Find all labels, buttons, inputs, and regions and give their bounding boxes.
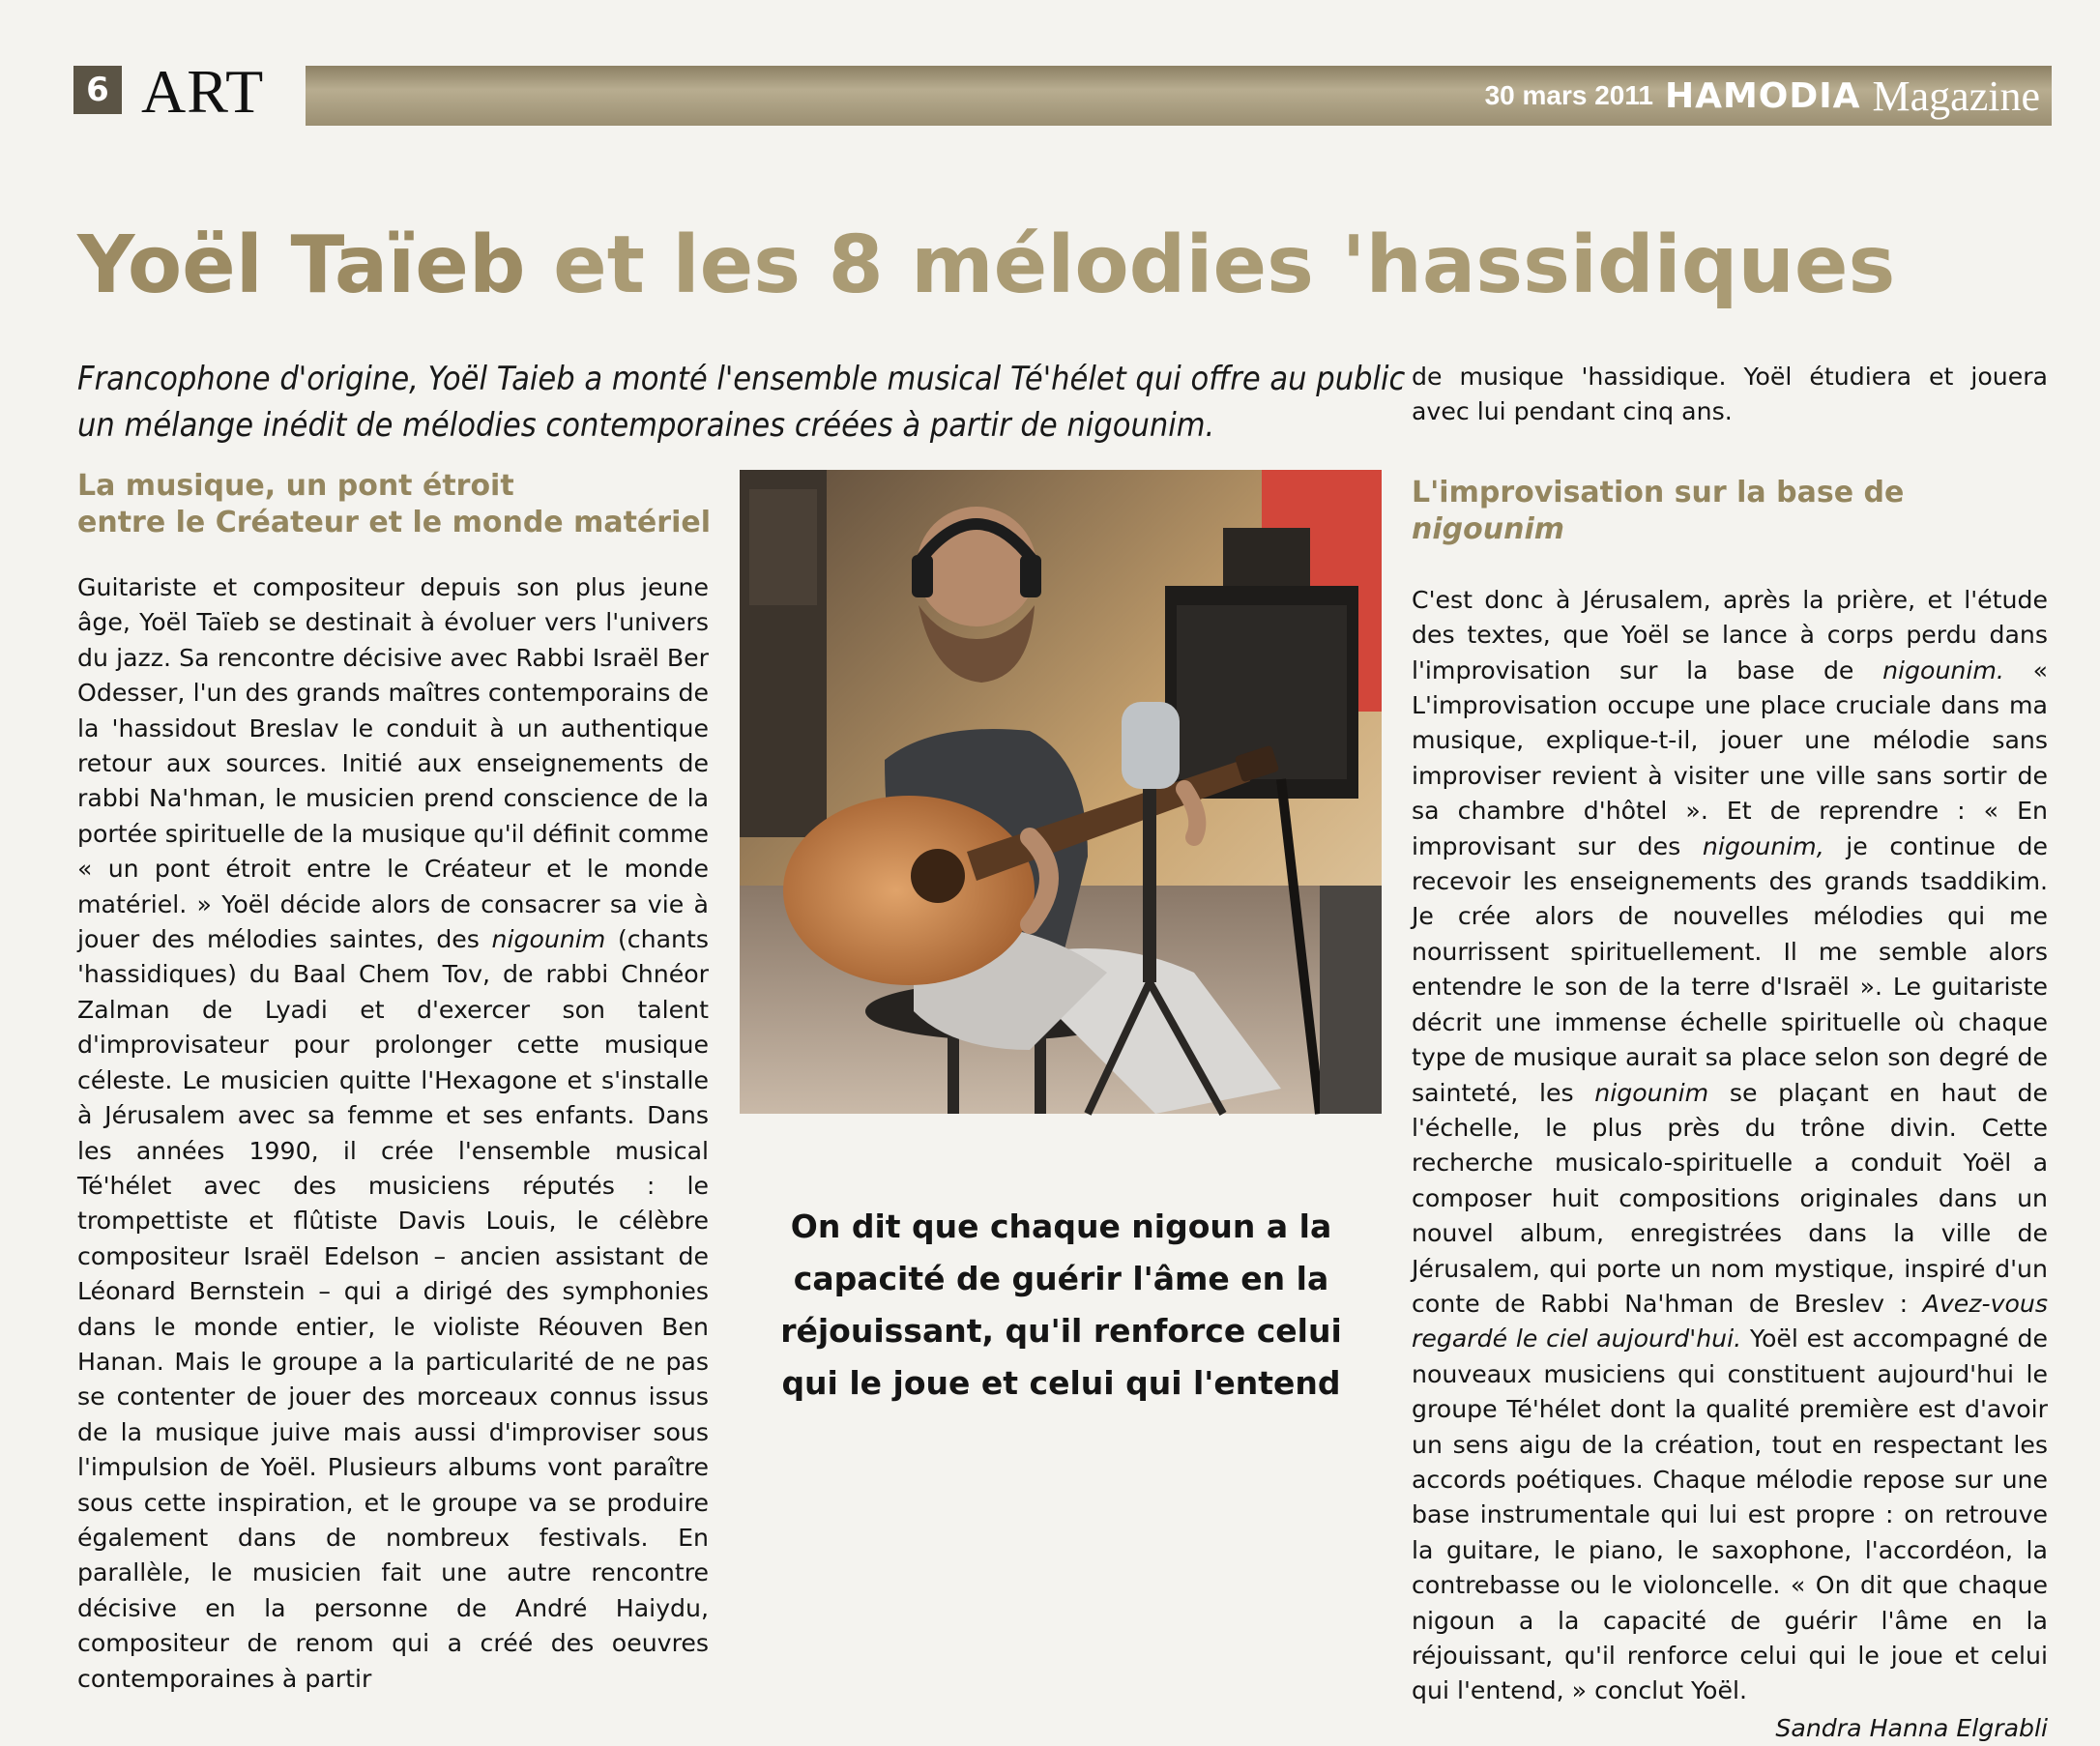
pull-quote-line-3: réjouissant, qu'il renforce celui bbox=[780, 1312, 1342, 1350]
pull-quote-line-4: qui le joue et celui qui l'entend bbox=[781, 1364, 1341, 1402]
pull-quote-line-2: capacité de guérir l'âme en la bbox=[793, 1260, 1329, 1297]
pull-quote-line-1: On dit que chaque nigoun a la bbox=[790, 1208, 1332, 1245]
lede-line-2: un mélange inédit de mélodies contemporaines créées à partir de nigounim. bbox=[77, 406, 1215, 445]
page-header bbox=[73, 57, 2052, 128]
header-masthead bbox=[1485, 66, 2040, 126]
right-body-paragraph bbox=[1412, 583, 2048, 1709]
page-number: 6 bbox=[73, 66, 122, 114]
left-body-paragraph bbox=[77, 570, 709, 1697]
right-column bbox=[1412, 360, 2048, 1746]
section-label: ART bbox=[141, 57, 265, 126]
headline-name: Yoël Taïeb bbox=[77, 219, 526, 311]
left-subhead-line-2: entre le Créateur et le monde matériel bbox=[77, 506, 711, 539]
header-bar bbox=[306, 66, 2052, 126]
left-column bbox=[77, 468, 709, 1697]
right-subhead-main: L'improvisation sur la base de bbox=[1412, 475, 1905, 509]
left-subhead bbox=[77, 468, 715, 541]
left-subhead-line-1: La musique, un pont étroit bbox=[77, 469, 514, 503]
right-subhead-emphasis: nigounim bbox=[1412, 511, 1564, 546]
headline-rest: et les 8 mélodies 'hassidiques bbox=[525, 219, 1896, 311]
right-body-part-2: « L'improvisation occupe une place cruciale dans ma musique, explique-t-il, jouer une mélodie sans improviser revient à visiter une ville sans sortir de sa chambre d'hôtel ». Et de reprendre : « En improvisant sur des bbox=[1412, 655, 2048, 860]
article-lede bbox=[77, 356, 1406, 449]
brand-subtitle: Magazine bbox=[1872, 72, 2040, 120]
left-body-emphasis: nigounim bbox=[491, 925, 606, 954]
brand-logo: HAMODIA bbox=[1664, 75, 1861, 116]
author-signature: Sandra Hanna Elgrabli bbox=[1775, 1713, 2048, 1742]
left-body-part-1: Guitariste et compositeur depuis son plus jeune âge, Yoël Taïeb se destinait à évoluer vers l'univers du jazz. Sa rencontre décisive avec Rabbi Israël Ber Odesser, l'un des grands maîtres contemporains de la 'hassidout Breslav le conduit à un authentique retour aux sources. Initié aux enseignements de rabbi Na'hman, le musicien prend conscience de la portée spirituelle de la musique qu'il définit comme « un pont étroit entre le Créateur et le monde matériel. » Yoël décide alors de consacrer sa vie à jouer des mélodies saintes, des bbox=[77, 573, 709, 954]
right-body-part-5: Yoël est accompagné de nouveaux musiciens qui constituent aujourd'hui le groupe Té'hélet dont la qualité première est d'avoir un sens aigu de la création, tout en respectant les accords poétiques. Chaque mélodie repose sur une base instrumentale qui lui est propre : on retrouve la guitare, le piano, le saxophone, l'accordéon, la contrebasse ou le violoncelle. « On dit que chaque nigoun a la capacité de guérir l'âme en la réjouissant, qu'il renforce celui qui le joue et celui qui l'entend, » conclut Yoël. bbox=[1412, 1324, 2048, 1705]
right-body-part-4: se plaçant en haut de l'échelle, le plus près du trône divin. Cette recherche musicalo-spirituelle a conduit Yoël a composer huit compositions originales dans un nouvel album, enregistrées dans la ville de Jérusalem, qui porte un nom mystique, inspiré d'un conte de Rabbi Na'hman de Breslev : bbox=[1412, 1078, 2048, 1318]
issue-date: 30 mars 2011 bbox=[1484, 80, 1653, 110]
right-body-emphasis-1: nigounim. bbox=[1882, 655, 2004, 684]
pull-quote bbox=[754, 1201, 1368, 1410]
guitarist-recording-photo bbox=[740, 470, 1382, 1114]
left-body-part-2: (chants 'hassidiques) du Baal Chem Tov, de rabbi Chnéor Zalman de Lyadi et d'exercer son talent d'improvisateur pour prolonger cette musique céleste. Le musicien quitte l'Hexagone et s'installe à Jérusalem avec sa femme et ses enfants. Dans les années 1990, il crée l'ensemble musical Té'hélet avec des musiciens réputés : le trompettiste et flûtiste Davis Louis, le célèbre compositeur Israël Edelson – ancien assistant de Léonard Bernstein – qui a dirigé des symphonies dans le monde entier, le violiste Réouven Ben Hanan. Mais le groupe a la particularité de ne pas se contenter de jouer des morceaux connus issus de la musique juive mais aussi d'improviser sous l'impulsion de Yoël. Plusieurs albums vont paraître sous cette inspiration, et le groupe va se produire également dans de nombreux festivals. En parallèle, le musicien fait une autre rencontre décisive en la personne de André Haiydu, compositeur de renom qui a créé des oeuvres contemporaines à partir bbox=[77, 925, 709, 1693]
lede-line-1: Francophone d'origine, Yoël Taieb a monté l'ensemble musical Té'hélet qui offre au public bbox=[77, 360, 1406, 398]
right-body-emphasis-4: Avez-vous regardé le ciel aujourd'hui. bbox=[1412, 1289, 2048, 1353]
right-body-emphasis-3: nigounim bbox=[1594, 1078, 1709, 1107]
article-headline bbox=[77, 213, 1914, 319]
right-body-emphasis-2: nigounim, bbox=[1702, 831, 1824, 860]
right-body-part-1: C'est donc à Jérusalem, après la prière, et l'étude des textes, que Yoël se lance à corps perdu dans l'improvisation sur la base de bbox=[1412, 585, 2048, 684]
right-subhead bbox=[1412, 475, 2048, 548]
continuation-paragraph: de musique 'hassidique. Yoël étudiera et jouera avec lui pendant cinq ans. bbox=[1412, 363, 2048, 426]
article-photo bbox=[740, 470, 1382, 1114]
right-body-part-3: je continue de recevoir les enseignements des grands tsaddikim. Je crée alors de nouvelles mélodies qui me nourrissent spirituellement. Il me semble alors entendre le son de la terre d'Israël ». Le guitariste décrit une immense échelle spirituelle où chaque type de musique aurait sa place selon son degré de sainteté, les bbox=[1412, 831, 2048, 1107]
